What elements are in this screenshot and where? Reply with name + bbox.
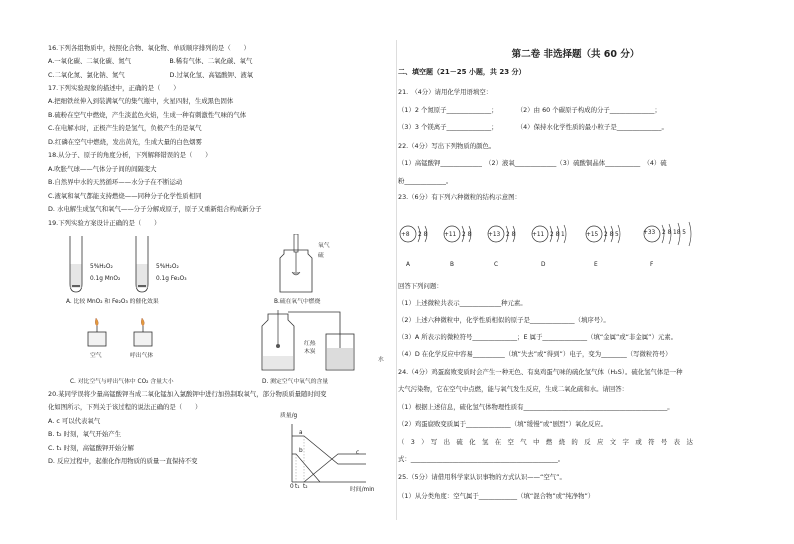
q23-part-4: （4）D 在化学反应中容易__________（填“失去”或“得到”）电子，变为________（写微粒符号） [398, 350, 672, 358]
q24-part-3-cont: 式：______________________________________________。 [398, 455, 565, 463]
q19-option-b: B.硫在氧气中燃烧 [274, 299, 321, 305]
column-divider [396, 40, 397, 520]
apparatus-label-water: 水 [378, 357, 384, 363]
q20-stem-2: 化如图所示，下列关于该过程的说法正确的是（ ） [48, 403, 202, 411]
bottle-label-oxygen: 氧气 [318, 243, 330, 249]
atom-f-shells: 2 8 18 5 [662, 230, 686, 236]
atom-c-nucleus: +13 [488, 232, 501, 238]
graph-tick-0: 0 [290, 484, 294, 490]
q24-part-2: （2）鸡蛋腐败变质属于______________（填“缓慢”或“剧烈”）氧化反应。 [398, 420, 608, 428]
q23-part-2: （2）上述六种微粒中，化学性质相似的原子是______________（填序号）。 [398, 316, 610, 324]
tube2-label: 5%H₂O₂ [156, 264, 179, 270]
q22-line-2: 粉_____________。 [398, 177, 453, 185]
q18-option-c: C.液氧和氧气都能支持燃烧——同种分子化学性质相同 [48, 192, 202, 200]
q18-option-d: D. 水电解生成氢气和氧气——分子分解成原子，原子又重新组合构成新分子 [48, 205, 262, 213]
q16-options-ab: A.一氧化碳、二氧化碳、氮气 B.稀有气体、二氧化碳、氧气 [48, 57, 253, 65]
q18-option-b: B.自然界中水的天然循环——水分子在不断运动 [48, 178, 183, 186]
atom-e-shells: 2 8 5 [604, 232, 619, 238]
atom-c-shells: 2 8 [506, 232, 516, 238]
q17-option-b: B.硫粉在空气中燃烧，产生淡蓝色火焰，生成一种有刺激性气味的气体 [48, 111, 247, 119]
q20-option-a: A. c 可以代表氧气 [48, 417, 101, 425]
atom-e-letter: E [594, 262, 598, 268]
apparatus-label-1: 红热 [304, 341, 316, 347]
atom-a-nucleus: +8 [401, 232, 410, 238]
atom-d-nucleus: +11 [532, 232, 545, 238]
q17-option-d: D.红磷在空气中燃烧，发出黄光，生成大量的白色烟雾 [48, 138, 202, 146]
graph-line-a: a [299, 430, 303, 436]
q20-stem-1: 20.某同学误将少量高锰酸钾当成二氧化锰加入氯酸钾中进行加热制取氧气，部分物质质量随时间变 [48, 390, 327, 398]
graph-line-c: c [356, 450, 360, 456]
q17-option-c: C.在电解水时，正极产生的是氢气，负极产生的是氧气 [48, 124, 202, 132]
q23-part-1: （1）上述微粒共表示_____________种元素。 [398, 299, 527, 307]
section-title: 二、填空题（21－25 小题，共 23 分） [398, 68, 526, 76]
gas-bottle-sulfur [276, 234, 316, 294]
cup-breath [128, 316, 158, 348]
q17-option-a: A.把细铁丝伸入到装满氧气的集气瓶中，火星四射，生成黑色固体 [48, 97, 234, 105]
graph-line-b: b [299, 448, 303, 454]
q24-stem-1: 24.（4分）鸡蛋腐败变质时会产生一种无色、有臭鸡蛋气味的硫化氢气体（H₂S）。硫化氢气体是一种 [398, 368, 683, 376]
tube2-sublabel: 0.1g Fe₂O₃ [156, 276, 187, 282]
q21-line-1: （1）2 个氮原子______________； （2）由 60 个碳原子构成的分子______________； [398, 106, 661, 114]
graph-tick-t1: t₁ [295, 484, 300, 490]
q21-line-2: （3）3 个镁离子______________； （4）保持水化学性质的最小粒子是______________。 [398, 123, 668, 131]
q25-part-1: （1）从分类角度：空气属于____________（填“混合物”或“纯净物”） [398, 492, 595, 500]
q24-part-1: （1）根据上述信息，硫化氢气体物理性质有_____________________________________________。 [398, 403, 674, 411]
q22-stem: 22.（4分）写出下列物质的颜色。 [398, 142, 496, 150]
graph-tick-t2: t₂ [303, 484, 308, 490]
test-tube-2 [132, 236, 152, 294]
q16-options-cd: C.二氧化氮、氯化钠、氮气 D.过氧化氢、高锰酸钾、液氧 [48, 71, 254, 79]
q19-option-c: C. 对比空气与呼出气体中 CO₂ 含量大小 [70, 379, 174, 385]
bottle-label-sulfur: 硫 [318, 253, 324, 259]
cup-label-air: 空气 [90, 353, 102, 359]
q19-option-a: A. 比较 MnO₂ 和 Fe₂O₃ 的催化效果 [66, 299, 159, 305]
atom-b-shells: 2 8 [462, 232, 472, 238]
q20-option-b: B. t₂ 时刻，氧气开始产生 [48, 430, 122, 438]
q19-option-d: D. 测定空气中氧气的含量 [262, 379, 329, 385]
tube1-label: 5%H₂O₂ [90, 264, 113, 270]
atom-c-letter: C [494, 262, 499, 268]
graph-y-label: 质量/g [280, 413, 298, 419]
q19-stem: 19.下列实验方案设计正确的是（ ） [48, 219, 161, 227]
cup-air [82, 316, 112, 348]
atom-b-letter: B [450, 262, 454, 268]
q21-stem: 21. （4分）请用化学用语填空： [398, 88, 493, 96]
atom-d-letter: D [541, 262, 546, 268]
cup-label-breath: 呼出气体 [130, 353, 154, 359]
part-two-title: 第二卷 非选择题（共 60 分） [511, 49, 640, 60]
atom-e-nucleus: +15 [586, 232, 599, 238]
atom-b-nucleus: +11 [444, 232, 457, 238]
atom-a-letter: A [406, 262, 410, 268]
atom-a-shells: 2 8 [418, 232, 428, 238]
q18-option-a: A.吹胀气球——气体分子间的间隔变大 [48, 165, 157, 173]
q23-part-3: （3）A 所表示的微粒符号______________；E 属于______________（填“金属”或“非金属”）元素。 [398, 333, 678, 341]
q23-answer-prompt: 回答下列问题： [398, 282, 443, 290]
q16-stem: 16.下列各组物质中，按照化合物、氧化物、单质顺序排列的是（ ） [48, 44, 250, 52]
q23-stem: 23.（6分）有下列六种微粒的结构示意图： [398, 193, 521, 201]
q20-option-c: C. t₁ 时刻，高锰酸钾开始分解 [48, 444, 134, 452]
q18-stem: 18.从分子、原子的角度分析，下列解释错误的是（ ） [48, 151, 212, 159]
q24-stem-2: 大气污染物，它在空气中点燃，能与氧气发生反应，生成二氧化硫和水。请回答： [398, 385, 629, 393]
atom-f-letter: F [650, 262, 654, 268]
graph-x-label: 时间/min [350, 487, 375, 493]
apparatus-label-2: 木炭 [304, 349, 316, 355]
q17-stem: 17.下列实验现象的描述中，正确的是（ ） [48, 84, 180, 92]
atom-f-nucleus: +33 [643, 230, 656, 236]
q25-stem: 25.（5分）请借用科学家认识事物的方式认识——“空气”。 [398, 473, 566, 481]
q24-part-3: （ 3 ） 写 出 硫 化 氢 在 空 气 中 燃 烧 的 反 应 文 字 或 符 号 表 达 [398, 438, 693, 446]
test-tube-1 [66, 236, 86, 294]
atom-d-shells: 2 8 1 [550, 232, 565, 238]
tube1-sublabel: 0.1g MnO₂ [90, 276, 121, 282]
q20-option-d: D. 反应过程中，起催化作用物质的质量一直保持不变 [48, 457, 198, 465]
q22-line-1: （1）高锰酸钾_____________ （2）液氧_____________（3）硫酸铜晶体___________ （4）硫 [398, 159, 667, 167]
